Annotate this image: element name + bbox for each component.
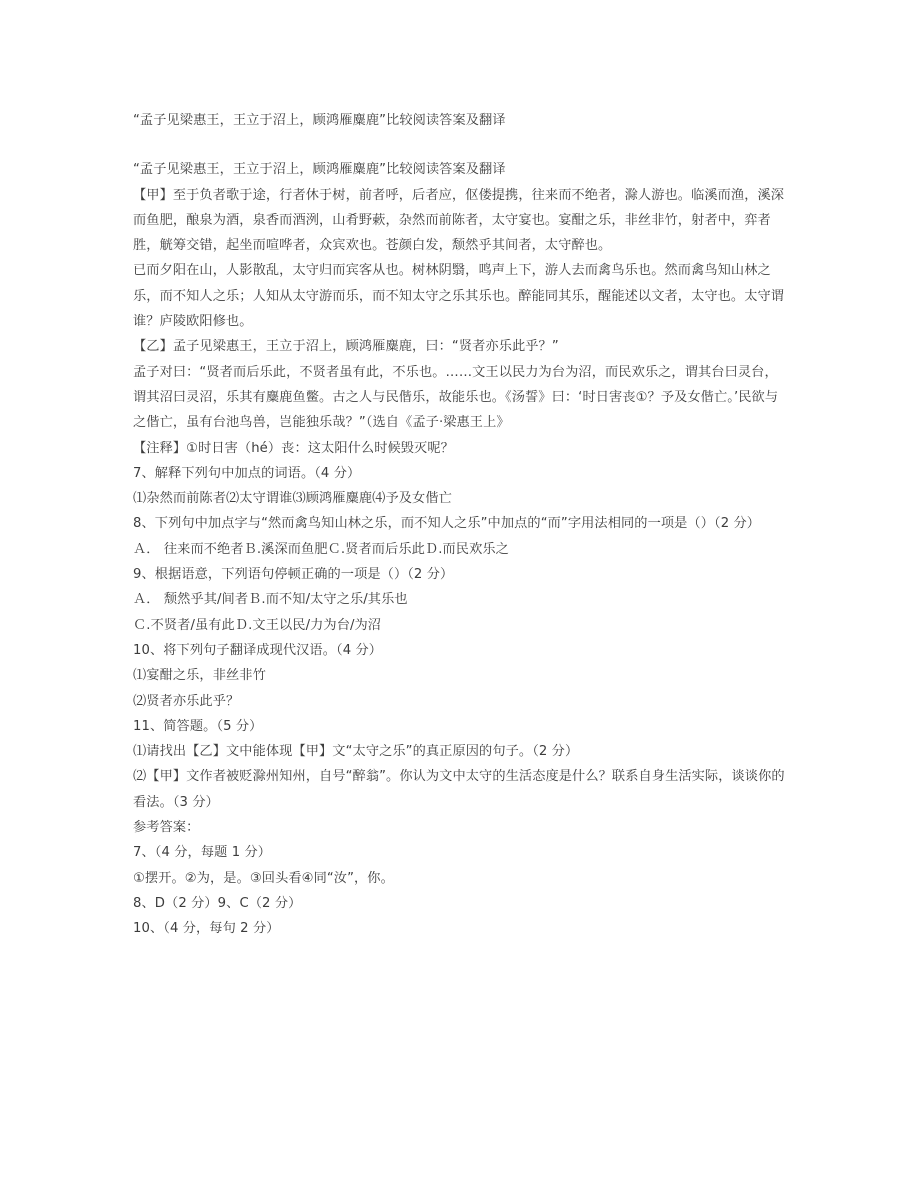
document-body: [133, 108, 789, 942]
title-spacer: [133, 133, 789, 157]
question-9: 9、根据语意，下列语句停顿正确的一项是（）（2 分）: [133, 567, 454, 583]
answer-7: 7、（4 分，每题 1 分）: [133, 845, 272, 861]
question-9-options-ab: Ａ． 颓然乎其/间者Ｂ.而不知/太守之乐/其乐也: [133, 592, 408, 608]
question-7: 7、解释下列句中加点的词语。（4 分）: [133, 465, 361, 481]
question-11-item-1: ⑴请找出【乙】文中能体现【甲】文“太守之乐”的真正原因的句子。（2 分）: [133, 744, 579, 760]
passage-jia-paragraph-1: 【甲】至于负者歌于途，行者休于树，前者呼，后者应，伛偻提携，往来而不绝者，滁人游也。临溪而渔，溪深而鱼肥，酿泉为酒，泉香而酒洌，山肴野蔌，杂然而前陈者，太守宴也。宴酣之乐，非丝非竹，射者中，弈者胜，觥筹交错，起坐而喧哗者，众宾欢也。苍颜白发，颓然乎其间者，太守醉也。: [133, 187, 785, 254]
answer-8-and-9: 8、D（2 分）9、C（2 分）: [133, 895, 302, 911]
question-10: 10、将下列句子翻译成现代汉语。（4 分）: [133, 642, 383, 658]
answer-10: 10、（4 分，每句 2 分）: [133, 921, 280, 937]
question-11: 11、简答题。（5 分）: [133, 718, 263, 734]
annotation-note: 【注释】①时日害（hé）丧：这太阳什么时候毁灭呢？: [133, 440, 454, 456]
question-8: 8、下列句中加点字与“然而禽鸟知山林之乐，而不知人之乐”中加点的“而”字用法相同的一项是（）（2 分）: [133, 516, 761, 532]
answers-heading: 参考答案：: [133, 820, 200, 836]
answer-7-items: ①摆开。②为，是。③回头看④同“汝”，你。: [133, 870, 394, 886]
header-title: “孟子见梁惠王，王立于沼上，顾鸿雁麋鹿”比较阅读答案及翻译: [133, 113, 506, 128]
passage-yi-paragraph-1: 【乙】孟子见梁惠王，王立于沼上，顾鸿雁麋鹿，曰：“贤者亦乐此乎？”: [133, 339, 559, 355]
question-8-options: Ａ． 往来而不绝者Ｂ.溪深而鱼肥Ｃ.贤者而后乐此Ｄ.而民欢乐之: [133, 541, 509, 557]
question-7-items: ⑴杂然而前陈者⑵太守谓谁⑶顾鸿雁麋鹿⑷予及女偕亡: [133, 491, 452, 507]
article-title: “孟子见梁惠王，王立于沼上，顾鸿雁麋鹿”比较阅读答案及翻译: [133, 162, 506, 178]
question-10-item-1: ⑴宴酣之乐，非丝非竹: [133, 668, 266, 684]
question-9-options-cd: Ｃ.不贤者/虽有此Ｄ.文王以民/力为台/为沼: [133, 617, 382, 633]
question-10-item-2: ⑵贤者亦乐此乎？: [133, 693, 240, 709]
question-11-item-2: ⑵【甲】文作者被贬滁州知州，自号“醉翁”。你认为文中太守的生活态度是什么？联系自身生活实际，谈谈你的看法。（3 分）: [133, 769, 785, 810]
passage-yi-paragraph-2: 孟子对曰：“贤者而后乐此，不贤者虽有此，不乐也。……文王以民力为台为沼，而民欢乐之，谓其台曰灵台，谓其沼曰灵沼，乐其有麋鹿鱼鳖。古之人与民偕乐，故能乐也。《汤誓》曰：‘时日害丧①？予及女偕亡。’民欲与之偕亡，虽有台池鸟兽，岂能独乐哉？”（选自《孟子·梁惠王上》: [133, 364, 779, 431]
passage-jia-paragraph-2: 已而夕阳在山，人影散乱，太守归而宾客从也。树林阴翳，鸣声上下，游人去而禽鸟乐也。然而禽鸟知山林之乐，而不知人之乐；人知从太守游而乐，而不知太守之乐其乐也。醉能同其乐，醒能述以文者，太守也。太守谓谁？庐陵欧阳修也。: [133, 263, 785, 330]
